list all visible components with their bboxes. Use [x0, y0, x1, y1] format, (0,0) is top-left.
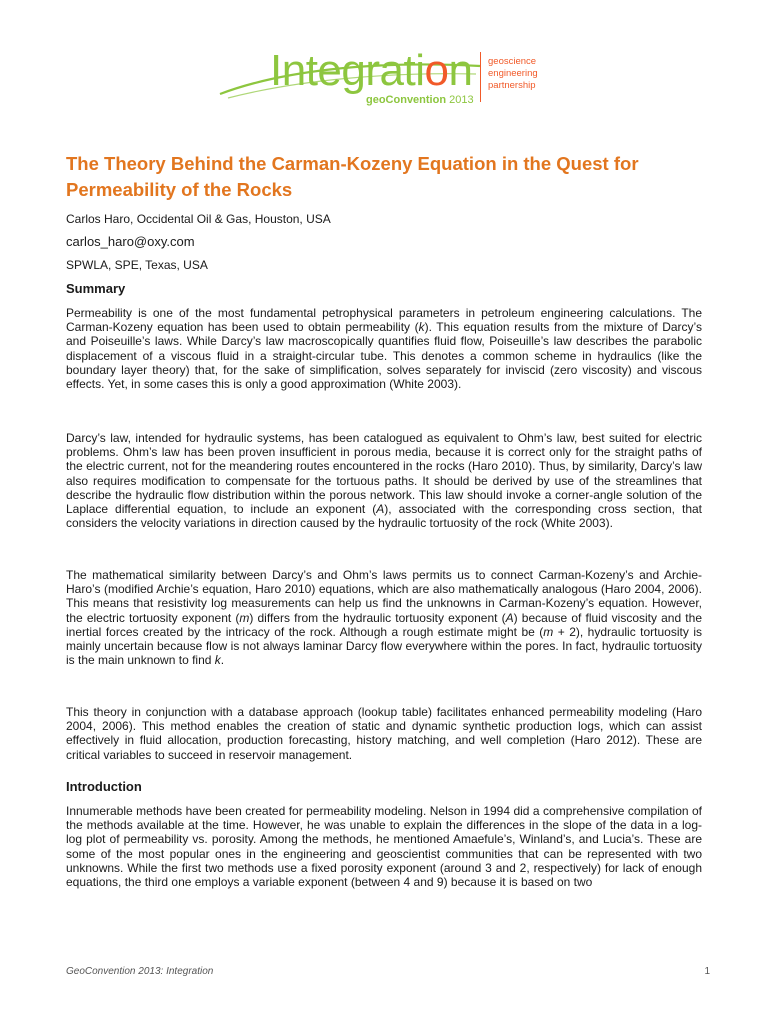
logo-divider	[480, 52, 481, 102]
introduction-paragraph-1: Innumerable methods have been created for permeability modeling. Nelson in 1994 did a comprehensive compilation of the methods available at the time. However, he was unable to explain the differences in the slope of the data in a log-log plot of permeability vs. porosity. Among the methods, he mentioned Amaefule’s, Winland’s, and Lucia’s. These are some of the most popular ones in the engineering and geoscientist communities that can be represented with two unknowns. While the first two methods use a fixed porosity exponent (around 3 and 2, respectively) for lack of enough equations, the third one employs a variable exponent (between 4 and 9) because it is based on two	[66, 804, 702, 890]
paper-title: The Theory Behind the Carman-Kozeny Equation in the Quest for Permeability of the Rocks	[66, 153, 639, 200]
summary-paragraph-3: The mathematical similarity between Darcy’s and Ohm’s laws permits us to connect Carman-Kozeny’s and Archie-Haro’s (modified Archie’s equation, Haro 2010) equations, which are also mathematically analogous (Haro 2004, 2006). This means that resistivity log measurements can help us find the unknowns in Carman-Kozeny’s equation. However, the electric tortuosity exponent (m) differs from the hydraulic tortuosity exponent (A) because of fluid viscosity and the inertial forces created by the intricacy of the rock. Although a rough estimate might be (m + 2), hydraulic tortuosity is mainly uncertain because flow is not always laminar Darcy flow everywhere within the pores. In fact, hydraulic tortuosity is the main unknown to find k.	[66, 568, 702, 668]
summary-paragraph-2: Darcy’s law, intended for hydraulic systems, has been catalogued as equivalent to Ohm’s law, best suited for electric problems. Ohm’s law has been proven insufficient in porous media, because it is correct only for the straight paths of the electric current, not for the meandering routes encountered in the rocks (Haro 2010). Thus, by similarity, Darcy’s law also requires modification to compensate for the tortuous paths. It should be derived by use of the streamlines that describe the hydraulic flow distribution within the porous network. This law should invoke a corner-angle solution of the Laplace differential equation, to include an exponent (A), associated with the corresponding cross section, that considers the velocity variations in direction caused by the hydraulic tortuosity of the rock (White 2003).	[66, 431, 703, 531]
page-number: 1	[704, 966, 710, 977]
logo-subtitle: geoConvention 2013	[366, 94, 474, 106]
logo-wordmark: Integration	[270, 46, 473, 95]
footer-conference: GeoConvention 2013: Integration	[66, 966, 214, 977]
introduction-heading: Introduction	[66, 779, 142, 794]
logo-tagline: geoscience engineering partnership	[488, 56, 538, 91]
geoconvention-logo	[218, 44, 548, 114]
author-email: carlos_haro@oxy.com	[66, 234, 195, 249]
affiliation-line: SPWLA, SPE, Texas, USA	[66, 258, 208, 272]
summary-paragraph-1: Permeability is one of the most fundamental petrophysical parameters in petroleum engineering calculations. The Carman-Kozeny equation has been used to obtain permeability (k). This equation results from the mixture of Darcy’s and Poiseuille’s laws. While Darcy’s law macroscopically quantifies fluid flow, Poiseuille’s law describes the parabolic displacement of a viscous fluid in a straight-circular tube. This denotes a common scheme in hydraulics (like the boundary layer theory) that, for the sake of simplification, solves separately for inviscid (zero viscosity) and viscous effects. Yet, in some cases this is only a good approximation (White 2003).	[66, 306, 702, 392]
author-line: Carlos Haro, Occidental Oil & Gas, Houston, USA	[66, 212, 331, 226]
summary-paragraph-4: This theory in conjunction with a database approach (lookup table) facilitates enhanced permeability modeling (Haro 2004, 2006). This method enables the creation of static and dynamic synthetic production logs, which can assist effectively in fluid allocation, production forecasting, history matching, and well completion (Haro 2012). These are critical variables to succeed in reservoir management.	[66, 705, 702, 762]
summary-heading: Summary	[66, 281, 126, 296]
